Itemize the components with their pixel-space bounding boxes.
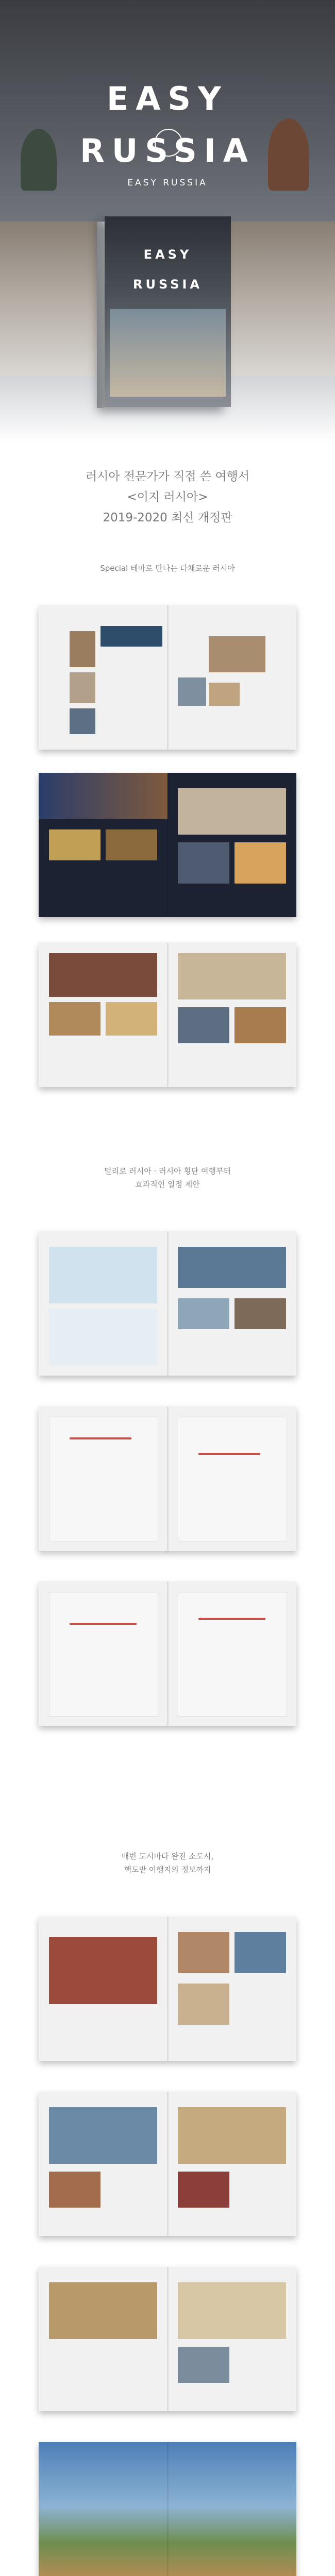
spread-photo [178, 1984, 229, 2025]
hero-title-line2: RUSSIA [80, 132, 255, 170]
route-diagram [178, 1417, 287, 1541]
map-illustration [49, 1247, 157, 1303]
cities-caption-line1: 매번 도시마다 완전 소도시, [121, 1852, 214, 1861]
spread-photo [178, 2172, 229, 2208]
route-accent [70, 1623, 137, 1625]
spread-photo [49, 2107, 157, 2164]
book-spread [39, 1406, 296, 1551]
spread-photo [100, 626, 162, 647]
spread-fold [167, 2442, 169, 2576]
spread-photo [39, 773, 167, 819]
spread-photo [234, 842, 286, 884]
spread-photo [49, 2282, 157, 2339]
spread-photo [178, 842, 229, 884]
hero-edition: EASY RUSSIA [127, 178, 208, 188]
route-diagram [49, 1417, 158, 1541]
special-caption: Special 테마로 만나는 다채로운 러시아 [100, 564, 235, 573]
cities-caption [0, 1850, 335, 1876]
book-spread [39, 605, 296, 750]
spread-photo [234, 1298, 286, 1329]
transport-caption [0, 1164, 335, 1191]
map-illustration [49, 1309, 157, 1365]
route-diagram [49, 1592, 158, 1717]
spread-fold [167, 2267, 169, 2411]
route-accent [198, 1618, 265, 1620]
book-spread [39, 2267, 296, 2411]
spread-fold [167, 1231, 169, 1376]
hero-emblem-icon [155, 129, 182, 157]
spread-fold [167, 1917, 169, 2061]
spread-fold [167, 943, 169, 1087]
spread-photo [234, 1932, 286, 1973]
spread-fold [167, 605, 169, 750]
spread-photo [178, 953, 286, 999]
intro-line3: 2019-2020 최신 개정판 [103, 511, 232, 524]
route-accent [70, 1437, 131, 1439]
spread-photo [234, 1007, 286, 1043]
spread-fold [167, 773, 169, 917]
spread-fold [167, 1582, 169, 1726]
spread-photo [70, 631, 95, 667]
spread-photo [70, 708, 95, 734]
book-spread [39, 1917, 296, 2061]
spread-photo [178, 677, 206, 706]
book-spread [39, 1231, 296, 1376]
spread-photo [49, 2172, 100, 2208]
book-cover [105, 216, 231, 407]
spread-photo [178, 2347, 229, 2383]
spread-photo [178, 1007, 229, 1043]
spread-photo [49, 829, 100, 860]
spread-photo [70, 672, 95, 703]
book-title-line2: RUSSIA [133, 277, 203, 292]
book-spread [39, 1582, 296, 1726]
book-spread [39, 2092, 296, 2236]
spread-photo [49, 1002, 100, 1036]
spread-fold [167, 1406, 169, 1551]
book-spread [39, 943, 296, 1087]
transport-caption-line2: 효과적인 일정 제안 [135, 1180, 200, 1189]
spread-photo [178, 2282, 286, 2339]
hero-banner [0, 0, 335, 443]
spread-photo [178, 1247, 286, 1288]
spread-fold [167, 2092, 169, 2236]
spread-photo [178, 788, 286, 835]
spread-photo [49, 1937, 157, 2004]
book-spread [39, 2442, 296, 2576]
intro-line2: <이지 러시아> [127, 490, 208, 504]
book-title-line1: EASY [143, 247, 192, 262]
spread-photo [106, 1002, 157, 1036]
spread-photo [178, 1298, 229, 1329]
spread-photo [49, 953, 157, 997]
spread-photo [209, 683, 240, 706]
hero-title-line1: EASY [107, 80, 228, 117]
spread-photo [209, 636, 265, 672]
spread-photo [178, 2107, 286, 2164]
book-spread [39, 773, 296, 917]
spread-photo [106, 829, 157, 860]
intro-line1: 러시아 전문가가 직접 쓴 여행서 [85, 470, 250, 483]
route-diagram [178, 1592, 287, 1717]
book-spine [97, 222, 105, 408]
cities-caption-line2: 핵도받 여행지의 정보까지 [124, 1865, 211, 1874]
spread-photo [178, 1932, 229, 1973]
route-accent [198, 1453, 260, 1455]
transport-caption-line1: 멀리로 러시아 · 러시아 횡단 여행부터 [104, 1166, 231, 1176]
book-cover-photo [110, 309, 226, 397]
intro-text [0, 466, 335, 528]
